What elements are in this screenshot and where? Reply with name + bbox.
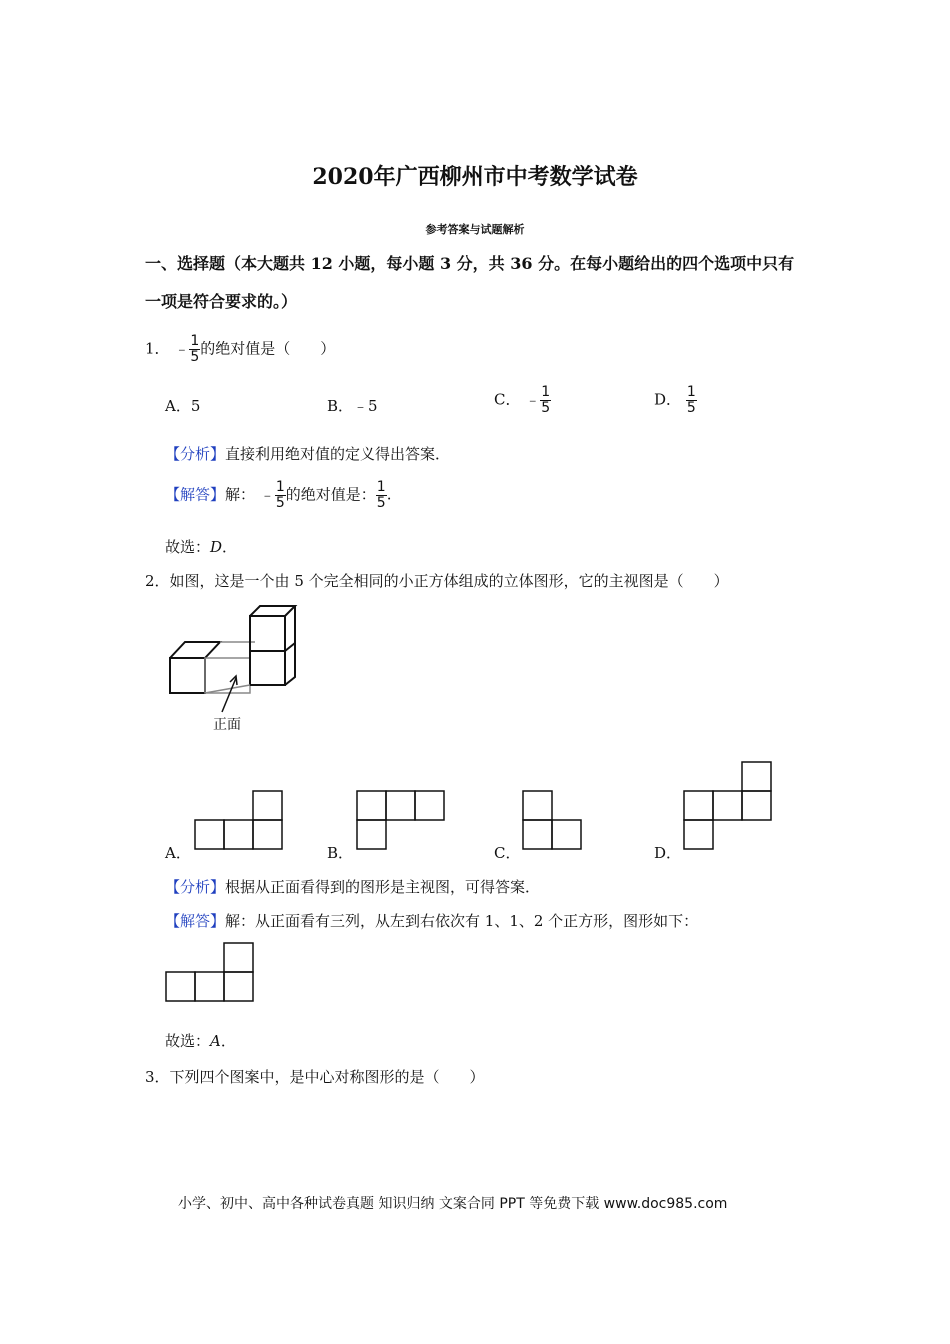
cube-right-side [285,606,295,685]
q1-option-d [654,385,697,416]
q2-option-b-figure [356,790,446,852]
q2-option-c-figure [522,790,584,852]
q1-option-b-value: ﹣5 [353,397,378,415]
q2-solution-figure [165,942,257,1004]
page-subtitle: 参考答案与试题解析 [425,223,525,236]
q1-minus: ﹣ [174,339,190,358]
q1-option-d-den: 5 [686,400,696,416]
q1-solution-tag: 【解答】 [165,485,226,504]
q1-solution-answer-num: 1 [376,479,386,495]
q2-option-d-figure [683,761,773,853]
q2-choice-end: ． [220,1032,236,1050]
q2-solution [165,910,698,931]
q1-solution-prefix: 解： [225,485,256,504]
q1-option-a-value: 5 [190,397,201,415]
q3-stem [145,1066,485,1087]
q1-analysis [165,443,450,464]
q1-option-a-label: A． [165,397,191,415]
q1-choice-prefix: 故选： [165,538,211,556]
q2-option-a-figure [194,790,284,852]
cube-left-front [170,658,205,693]
page-footer: 小学、初中、高中各种试卷真题 知识归纳 文案合同 PPT 等免费下载 www.doc985.com [178,1196,728,1212]
q1-solution-answer-den: 5 [376,495,386,511]
q1-solution-num: 1 [275,479,285,495]
front-arrow [222,678,236,712]
q1-solution [165,480,391,511]
q2-figure-label: 正面 [213,717,241,733]
q1-option-c-num: 1 [541,384,551,400]
q2-option-b-label: B． [327,844,354,862]
q2-analysis-text: 根据从正面看得到的图形是主视图，可得答案． [225,878,541,896]
q1-stem [145,334,335,365]
section-heading-line1: 一、选择题（本大题共 12 小题，每小题 3 分，共 36 分。在每小题给出的四个选项中只有 [145,254,795,273]
q2-choice-value: A [210,1032,221,1050]
q2-option-c-label: C． [494,844,521,862]
q1-number: 1． [145,339,170,358]
q2-stem-text: 如图，这是一个由 5 个完全相同的小正方体组成的立体图形，它的主视图是（ ） [169,572,729,590]
cube-left-top [170,642,220,658]
q1-option-d-num: 1 [686,384,696,400]
q1-choice [165,536,237,557]
q2-solution-tag: 【解答】 [165,912,226,930]
q1-choice-end: ． [222,538,238,556]
q1-option-d-fraction [686,385,697,416]
cube-right-side-mid [285,643,295,651]
q2-choice-prefix: 故选： [165,1032,211,1050]
q1-option-a [165,395,200,416]
q1-solution-answer-fraction [376,480,387,511]
q1-solution-fraction [275,480,286,511]
q1-solution-minus: ﹣ [259,485,275,504]
q1-analysis-tag: 【分析】 [165,445,226,463]
q2-option-a-label: A． [165,844,191,862]
cube-right-top-face [250,606,295,616]
q1-solution-end: . [386,485,392,504]
q2-analysis [165,876,540,897]
q2-analysis-tag: 【分析】 [165,878,226,896]
cube-right-top-front [250,616,285,651]
cube-right-bottom-front [250,651,285,685]
q2-solution-text: 解：从正面看有三列，从左到右依次有 1、1、2 个正方形，图形如下： [225,912,699,930]
q2-choice [165,1030,236,1051]
q2-stem [145,570,729,591]
q3-number: 3． [145,1068,170,1086]
q1-frac-den: 5 [190,349,200,365]
q1-option-b-label: B． [327,397,354,415]
q1-option-b [327,395,378,416]
q1-option-c-label: C． [494,390,521,409]
section-heading-line2: 一项是符合要求的。） [145,292,298,311]
q1-analysis-text: 直接利用绝对值的定义得出答案． [225,445,451,463]
q2-number: 2． [145,572,170,590]
page-title: 2020年广西柳州市中考数学试卷 [312,164,638,190]
q2-option-d-label: D． [654,844,682,862]
q1-option-d-label: D． [654,390,682,409]
q3-stem-text: 下列四个图案中，是中心对称图形的是（ ） [169,1068,485,1086]
cube-middle-front [205,658,250,693]
q1-option-c-fraction [540,385,551,416]
q1-option-c-minus: ﹣ [525,390,541,409]
q1-solution-mid: 的绝对值是： [285,485,376,504]
q1-solution-den: 5 [275,495,285,511]
q1-option-c [494,385,551,416]
q1-stem-text: 的绝对值是（ ） [200,339,336,358]
q1-choice-value: D [210,538,223,556]
q1-frac-num: 1 [190,333,200,349]
q1-fraction [189,334,200,365]
q1-option-c-den: 5 [541,400,551,416]
